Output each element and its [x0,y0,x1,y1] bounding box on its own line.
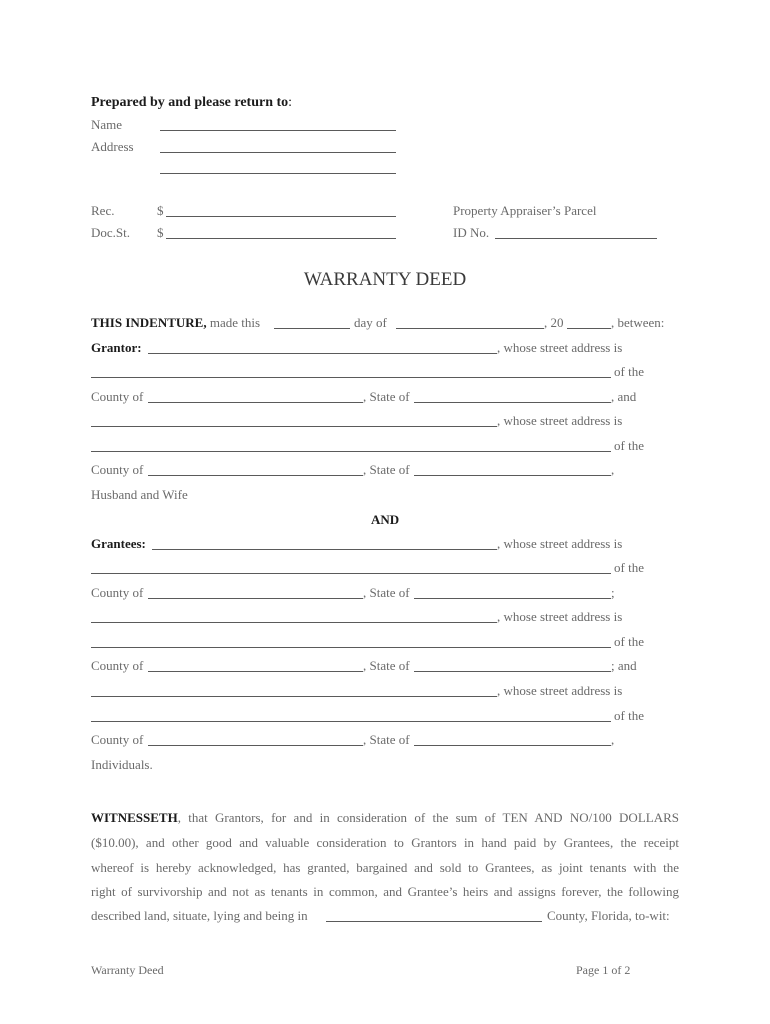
witnesseth-line-3: whereof is hereby acknowledged, has granted, bargained and sold to Grantees, as joint tenants with the [91,860,679,875]
state-of-label: , State of [363,462,410,477]
grantee2-address-field[interactable] [91,647,611,648]
witnesseth-line-5b: County, Florida, to-wit: [547,908,670,923]
name-label: Name [91,117,123,132]
rec-field[interactable] [166,216,396,217]
month-field[interactable] [396,328,544,329]
page-number: Page 1 of 2 [576,963,631,977]
county-of-label: County of [91,585,144,600]
grantee1-county-field[interactable] [148,598,363,599]
husband-wife-label: Husband and Wife [91,487,188,502]
county-of-label: County of [91,732,144,747]
grantee1-state-field[interactable] [414,598,611,599]
county-land-field[interactable] [326,921,542,922]
grantor-address-field[interactable] [91,377,611,378]
docst-field[interactable] [166,238,396,239]
grantee1-name-field[interactable] [152,549,497,550]
year-field[interactable] [567,328,611,329]
grantees-label: Grantees: [91,536,146,551]
of-the-label: of the [614,364,644,379]
witnesseth-lead: WITNESSETH [91,810,178,825]
state-of-label: , State of [363,658,410,673]
address-field-1[interactable] [160,152,396,153]
address-field-2[interactable] [160,173,396,174]
day-of-label: day of [354,315,387,330]
footer-title: Warranty Deed [91,963,164,977]
between-label: , between: [611,315,665,330]
of-the-label: of the [614,634,644,649]
grantee3-address-field[interactable] [91,721,611,722]
grantee2-county-field[interactable] [148,671,363,672]
grantor2-address-field[interactable] [91,451,611,452]
state-of-label: , State of [363,732,410,747]
rec-currency: $ [157,203,164,218]
grantee1-address-field[interactable] [91,573,611,574]
document-title: WARRANTY DEED [303,269,467,290]
docst-currency: $ [157,225,164,240]
whose-street-label: , whose street address is [497,683,623,698]
grantor2-name-field[interactable] [91,426,497,427]
day-field[interactable] [274,328,350,329]
whose-street-label: , whose street address is [497,413,623,428]
of-the-label: of the [614,438,644,453]
county-of-label: County of [91,389,144,404]
state-of-label: , State of [363,389,410,404]
parcel-label-1: Property Appraiser’s Parcel [453,203,597,218]
name-field[interactable] [160,130,396,131]
grantor2-state-field[interactable] [414,475,611,476]
rec-label: Rec. [91,203,115,218]
grantor-state-field[interactable] [414,402,611,403]
address-label: Address [91,139,134,154]
grantee2-state-field[interactable] [414,671,611,672]
grantor-label: Grantor: [91,340,142,355]
made-this-label: made this [209,315,261,330]
grantor-county-field[interactable] [148,402,363,403]
grantor-name-field[interactable] [148,353,497,354]
whose-street-label: , whose street address is [497,609,623,624]
grantee2-name-field[interactable] [91,622,497,623]
grantor2-county-field[interactable] [148,475,363,476]
whose-street-label: , whose street address is [497,536,623,551]
witnesseth-line-2: ($10.00), and other good and valuable consideration to Grantors in hand paid by Grantees, the receipt [91,835,679,850]
of-the-label: of the [614,708,644,723]
grantee3-county-field[interactable] [148,745,363,746]
state-of-label: , State of [363,585,410,600]
and-label: , and [611,389,637,404]
grantee3-name-field[interactable] [91,696,497,697]
semicolon-and-label: ; and [611,658,637,673]
individuals-label: Individuals. [91,757,153,772]
indenture-lead: THIS INDENTURE, [91,315,207,330]
witnesseth-line-1: WITNESSETH, that Grantors, for and in consideration of the sum of TEN AND NO/100 DOLLARS [91,810,679,825]
docst-label: Doc.St. [91,225,130,240]
grantee3-state-field[interactable] [414,745,611,746]
comma-label: , [611,732,615,747]
twenty-label: , 20 [544,315,564,330]
parcel-label-2: ID No. [453,225,490,240]
of-the-label: of the [614,560,644,575]
county-of-label: County of [91,462,144,477]
county-of-label: County of [91,658,144,673]
comma-label: , [611,462,615,477]
parcel-id-field[interactable] [495,238,657,239]
indenture-lead-group [91,315,260,331]
witnesseth-line-4: right of survivorship and not as tenants in common, and Grantee’s heirs and assigns forever, the following [91,884,679,899]
and-separator: AND [371,512,400,527]
prepared-heading: Prepared by and please return to: [91,95,293,110]
whose-street-label: , whose street address is [497,340,623,355]
semicolon-label: ; [611,585,615,600]
witnesseth-line-5a: described land, situate, lying and being in [91,908,308,923]
